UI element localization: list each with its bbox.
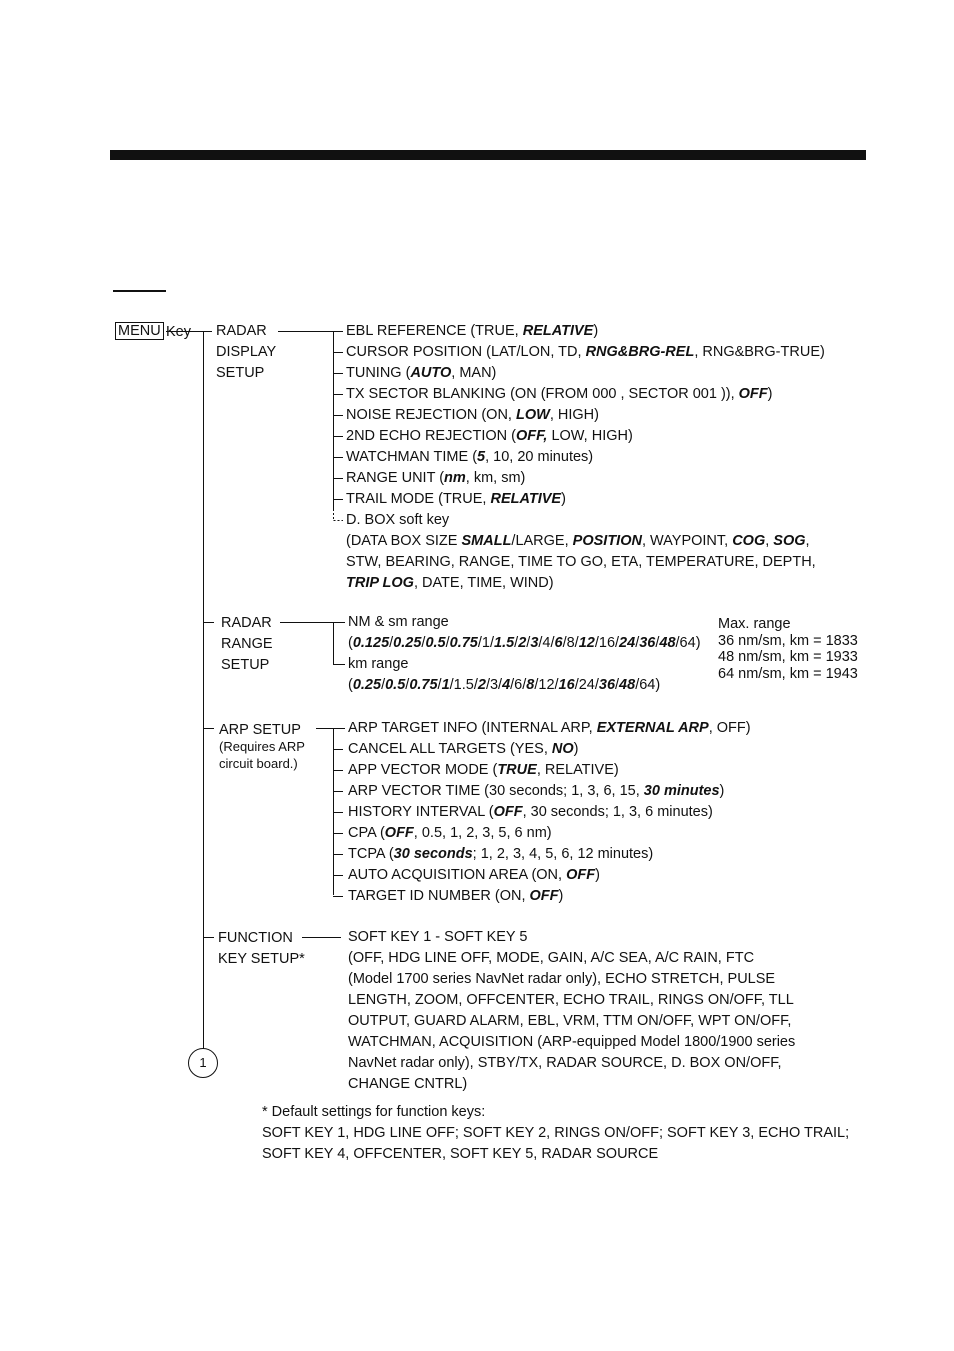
arp-item: TARGET ID NUMBER (ON, OFF) bbox=[348, 888, 564, 904]
radar-display-item: EBL REFERENCE (TRUE, RELATIVE) bbox=[346, 323, 599, 339]
menu-key-suffix: Key bbox=[166, 324, 191, 340]
arp-item: APP VECTOR MODE (TRUE, RELATIVE) bbox=[348, 762, 619, 778]
range-option-line: NM & sm range bbox=[348, 614, 449, 630]
function-key-line: OUTPUT, GUARD ALARM, EBL, VRM, TTM ON/OFF, WPT ON/OFF, bbox=[348, 1013, 792, 1029]
arp-item: HISTORY INTERVAL (OFF, 30 seconds; 1, 3, 6 minutes) bbox=[348, 804, 713, 820]
radar-display-item: TRAIL MODE (TRUE, RELATIVE) bbox=[346, 491, 566, 507]
radar-display-item: RANGE UNIT (nm, km, sm) bbox=[346, 470, 526, 486]
menu-key-box: MENU bbox=[115, 322, 164, 340]
group-title-arp: ARP SETUP bbox=[219, 722, 301, 738]
function-key-line: NavNet radar only), STBY/TX, RADAR SOURCE, D. BOX ON/OFF, bbox=[348, 1055, 782, 1071]
group-title-function-key: FUNCTION KEY SETUP* bbox=[218, 930, 305, 967]
dbox-option-line: STW, BEARING, RANGE, TIME TO GO, ETA, TEMPERATURE, DEPTH, bbox=[346, 554, 816, 570]
arp-item: ARP TARGET INFO (INTERNAL ARP, EXTERNAL ARP, OFF) bbox=[348, 720, 751, 736]
range-option-line: (0.25/0.5/0.75/1/1.5/2/3/4/6/8/12/16/24/36/48/64) bbox=[348, 677, 661, 693]
continuation-connector: 1 bbox=[188, 1048, 218, 1078]
arp-item: AUTO ACQUISITION AREA (ON, OFF) bbox=[348, 867, 600, 883]
footnote-line: SOFT KEY 1, HDG LINE OFF; SOFT KEY 2, RINGS ON/OFF; SOFT KEY 3, ECHO TRAIL; bbox=[262, 1125, 850, 1141]
radar-display-item: TUNING (AUTO, MAN) bbox=[346, 365, 497, 381]
radar-display-item: CURSOR POSITION (LAT/LON, TD, RNG&BRG-REL, RNG&BRG-TRUE) bbox=[346, 344, 825, 360]
dbox-option-line: (DATA BOX SIZE SMALL/LARGE, POSITION, WAYPOINT, COG, SOG, bbox=[346, 533, 810, 549]
radar-display-item: D. BOX soft key bbox=[346, 512, 450, 528]
group-title-radar-range: RADAR RANGE SETUP bbox=[221, 615, 273, 673]
function-key-line: CHANGE CNTRL) bbox=[348, 1076, 468, 1092]
dbox-option-line: TRIP LOG, DATE, TIME, WIND) bbox=[346, 575, 554, 591]
arp-item: ARP VECTOR TIME (30 seconds; 1, 3, 6, 15, 30 minutes) bbox=[348, 783, 725, 799]
arp-item: TCPA (30 seconds; 1, 2, 3, 4, 5, 6, 12 minutes) bbox=[348, 846, 654, 862]
radar-display-item: 2ND ECHO REJECTION (OFF, LOW, HIGH) bbox=[346, 428, 633, 444]
group-title-radar-display: RADAR DISPLAY SETUP bbox=[216, 323, 277, 381]
function-key-line: LENGTH, ZOOM, OFFCENTER, ECHO TRAIL, RINGS ON/OFF, TLL bbox=[348, 992, 794, 1008]
arp-requirement-note: (Requires ARP circuit board.) bbox=[219, 739, 305, 771]
function-key-line: SOFT KEY 1 - SOFT KEY 5 bbox=[348, 929, 528, 945]
radar-display-item: WATCHMAN TIME (5, 10, 20 minutes) bbox=[346, 449, 594, 465]
radar-display-item: TX SECTOR BLANKING (ON (FROM 000 , SECTOR 001 )), OFF) bbox=[346, 386, 773, 402]
function-key-line: (OFF, HDG LINE OFF, MODE, GAIN, A/C SEA, A/C RAIN, FTC bbox=[348, 950, 755, 966]
footnote-line: * Default settings for function keys: bbox=[262, 1104, 486, 1120]
arp-item: CPA (OFF, 0.5, 1, 2, 3, 5, 6 nm) bbox=[348, 825, 552, 841]
radar-display-item: NOISE REJECTION (ON, LOW, HIGH) bbox=[346, 407, 599, 423]
max-range-note: Max. range 36 nm/sm, km = 1833 48 nm/sm, km = 1933 64 nm/sm, km = 1943 bbox=[718, 616, 858, 682]
range-option-line: km range bbox=[348, 656, 409, 672]
arp-item: CANCEL ALL TARGETS (YES, NO) bbox=[348, 741, 579, 757]
function-key-line: (Model 1700 series NavNet radar only), ECHO STRETCH, PULSE bbox=[348, 971, 776, 987]
range-option-line: (0.125/0.25/0.5/0.75/1/1.5/2/3/4/6/8/12/16/24/36/48/64) bbox=[348, 635, 701, 651]
function-key-line: WATCHMAN, ACQUISITION (ARP-equipped Model 1800/1900 series bbox=[348, 1034, 796, 1050]
footnote-line: SOFT KEY 4, OFFCENTER, SOFT KEY 5, RADAR SOURCE bbox=[262, 1146, 659, 1162]
